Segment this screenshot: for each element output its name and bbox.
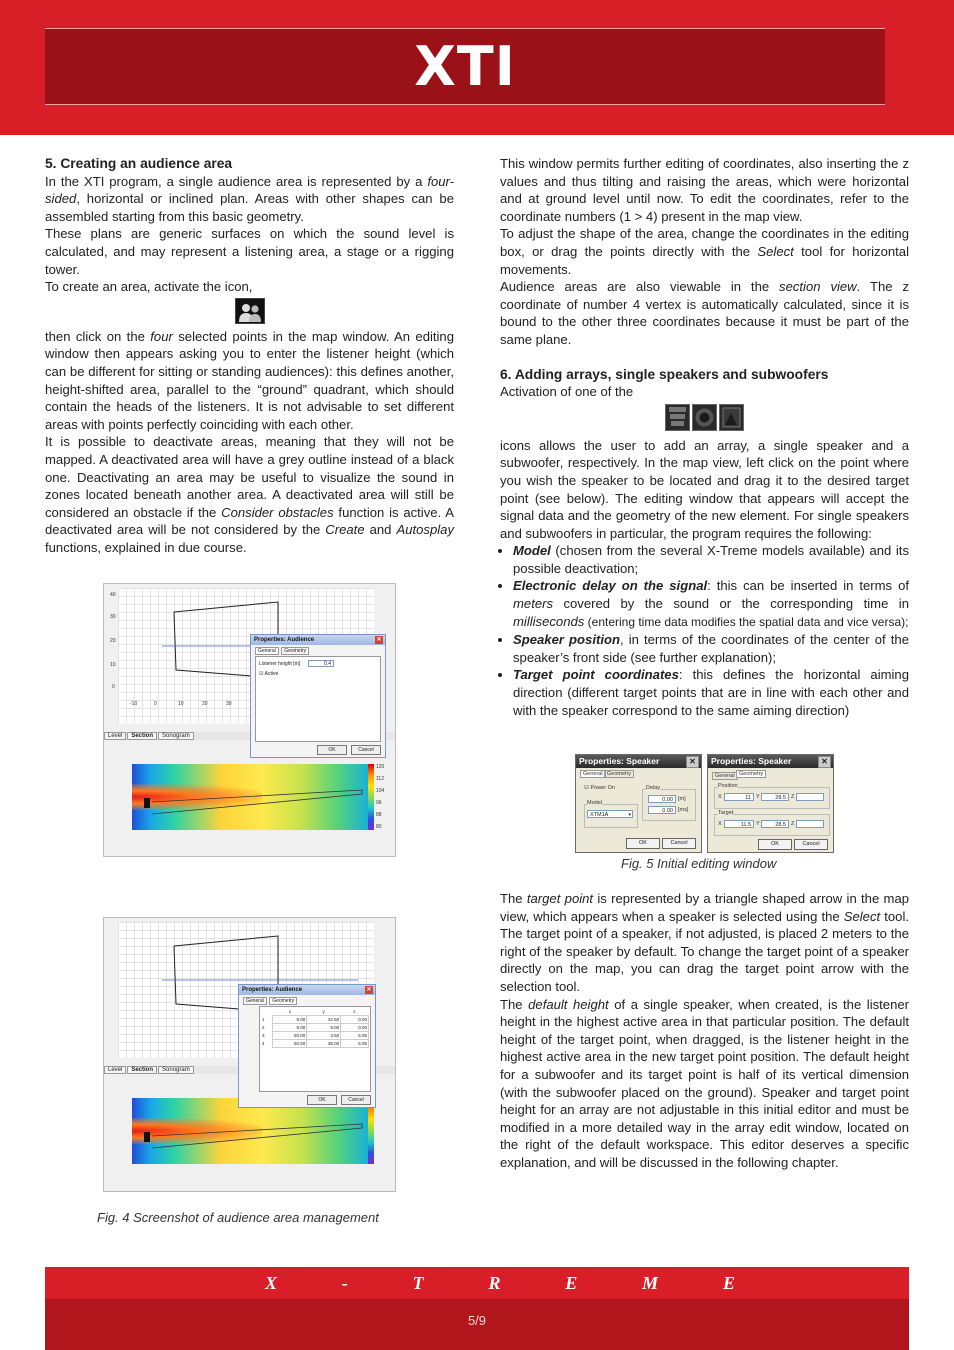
axis-label: Y xyxy=(756,794,760,800)
delay-ms-input[interactable]: 0.00 xyxy=(648,806,676,814)
section-audience-line xyxy=(132,764,368,830)
scale-tick: 104 xyxy=(376,788,385,794)
close-icon[interactable]: ✕ xyxy=(818,756,831,768)
scale-tick: 88 xyxy=(376,812,382,818)
cell-y[interactable]: 38.00 xyxy=(307,1040,341,1048)
array-icon[interactable] xyxy=(665,404,690,431)
cancel-button[interactable]: Cancel xyxy=(351,745,381,755)
y-tick: 40 xyxy=(110,592,116,598)
speaker-icon[interactable] xyxy=(692,404,717,431)
paragraph-editing-window: then click on the four selected points in the map window. An editing window then appears asking you to enter the listener height (which can be different for sitting or standing audiences): this defines another, height-shifted area, parallel to the “ground” quadrant, which should contain the heads of the listeners. It is not advisable to set different areas with points perfectly coinciding with each other. xyxy=(45,328,455,432)
tab-sonogram[interactable]: Sonogram xyxy=(158,1066,194,1074)
paragraph-intro: In the XTI program, a single audience area is represented by a four-sided, horizontal or inclined plan. Areas with other shapes can be assembled starting from this basic geometry. xyxy=(45,173,454,224)
paragraph-icons: icons allows the user to add an array, a single speaker and a subwoofer, respectively. In the map view, left click on the point where you wish the speaker to be located and drag it to the desired target point (see below). The editing window that appears will accept the signal data and the geometry of the new element. For single speakers and subwoofers in particular, the program requires the following: xyxy=(500,437,909,541)
tab-geometry[interactable]: Geometry xyxy=(736,770,766,778)
brand-letter: T xyxy=(412,1273,424,1293)
properties-audience-dialog xyxy=(250,634,386,758)
x-tick: 10 xyxy=(178,701,184,707)
right-column-lower xyxy=(500,890,909,1172)
ok-button[interactable]: OK xyxy=(758,839,792,850)
table-header-row xyxy=(261,1008,369,1016)
close-icon[interactable]: ✕ xyxy=(376,637,382,643)
tab-level[interactable]: Level xyxy=(104,732,126,740)
table-row: 4 50.50 38.00 5.06 xyxy=(262,1041,367,1046)
general-panel xyxy=(255,656,381,742)
cell-z[interactable]: 5.06 xyxy=(341,1032,369,1040)
delay-meters-input[interactable]: 0.00 xyxy=(648,795,676,803)
paragraph-create: To create an area, activate the icon, xyxy=(45,279,253,295)
axis-label: Z xyxy=(791,821,795,827)
subwoofer-icon[interactable] xyxy=(719,404,744,431)
tab-general[interactable]: General xyxy=(580,770,606,778)
dialog-title: Properties: Speaker xyxy=(711,756,792,766)
list-item: • Target point coordinates: this defines the horizontal aiming direction (different target points that are in line with each other and with the speaker correspond to the same aiming direction) xyxy=(513,666,909,719)
axis-label: X xyxy=(718,821,722,827)
section-heading-audience: 5. Creating an audience area xyxy=(45,156,233,171)
brand-letter: - xyxy=(341,1273,348,1293)
cancel-button[interactable]: Cancel xyxy=(341,1095,371,1105)
properties-speaker-geometry-dialog xyxy=(707,754,834,853)
listener-height-label: Listener height [m] xyxy=(259,661,301,667)
tab-sonogram[interactable]: Sonogram xyxy=(158,732,194,740)
title-box xyxy=(45,28,885,105)
page-title: XTI xyxy=(414,35,516,98)
position-y-input[interactable]: 28.5 xyxy=(761,793,789,801)
x-tick: 0 xyxy=(154,701,157,707)
axis-label: Z xyxy=(791,794,795,800)
tab-general[interactable]: General xyxy=(255,647,279,655)
y-tick: 30 xyxy=(110,614,116,620)
tab-section[interactable]: Section xyxy=(127,732,157,740)
cancel-button[interactable]: Cancel xyxy=(794,839,828,850)
table-row: 3 50.00 3.50 5.06 xyxy=(262,1033,367,1038)
column-header-z: z xyxy=(353,1009,356,1014)
paragraph-activation: Activation of one of the xyxy=(500,384,634,400)
list-item: • Model (chosen from the several X-Treme models available) and its possible deactivation; xyxy=(513,542,909,577)
paragraph-coordinates: This window permits further editing of coordinates, also inserting the z values and thus tilting and raising the areas, which were horizontal and at ground level until now. To edit the coordinates, refer to the coordinate numbers (1 > 4) present in the map view. xyxy=(500,156,909,224)
right-column xyxy=(500,155,909,719)
left-column xyxy=(45,155,454,556)
unit-label: [m] xyxy=(678,796,686,802)
x-tick: 30 xyxy=(226,701,232,707)
dialog-title: Properties: Audience xyxy=(254,637,315,643)
section-heading-arrays: 6. Adding arrays, single speakers and subwoofers xyxy=(500,366,829,382)
brand-letter: E xyxy=(722,1273,735,1293)
position-x-input[interactable]: 11 xyxy=(724,793,754,801)
brand-wordmark xyxy=(265,1273,735,1294)
cell-y[interactable]: 32.50 xyxy=(307,1016,341,1024)
table-row: 2 8.00 9.00 0.00 xyxy=(262,1025,367,1030)
target-z-input[interactable] xyxy=(796,820,824,828)
target-x-input[interactable]: 11.5 xyxy=(724,820,754,828)
properties-audience-dialog xyxy=(238,984,376,1108)
cell-x[interactable]: 8.00 xyxy=(273,1024,307,1032)
brand-letter: X xyxy=(265,1273,278,1293)
model-select[interactable]: XTM1A ▾ xyxy=(587,810,633,818)
tab-section[interactable]: Section xyxy=(127,1066,157,1074)
tab-level[interactable]: Level xyxy=(104,1066,126,1074)
position-z-input[interactable] xyxy=(796,793,824,801)
active-checkbox[interactable]: ☑ Active xyxy=(259,671,279,677)
delay-label: Delay xyxy=(646,785,661,791)
list-item: • Speaker position, in terms of the coordinates of the center of the speaker’s front side (see further explanation); xyxy=(513,631,909,666)
x-tick: 20 xyxy=(202,701,208,707)
scale-tick: 96 xyxy=(376,800,382,806)
figure-4-caption: Fig. 4 Screenshot of audience area management xyxy=(97,1210,379,1225)
scale-tick: 80 xyxy=(376,824,382,830)
paragraph-target-point: The target point is represented by a triangle shaped arrow in the map view, which appears when a speaker is selected using the Select tool. The target point of a speaker, if not adjusted, is placed 2 meters to the right of the speaker by default. To change the target point of a speaker directly on the map, you can drag the target point arrow with the selection tool. xyxy=(500,891,910,994)
audience-screenshot-2 xyxy=(103,917,396,1192)
geometry-table xyxy=(259,1006,371,1092)
column-header-x: x xyxy=(288,1009,291,1014)
brand-letter: E xyxy=(565,1273,578,1293)
cell-z[interactable]: 5.06 xyxy=(341,1040,369,1048)
y-tick: 10 xyxy=(110,662,116,668)
target-y-input[interactable]: 28.5 xyxy=(761,820,789,828)
cell-z[interactable]: 0.00 xyxy=(341,1024,369,1032)
y-tick: 20 xyxy=(110,638,116,644)
tab-geometry[interactable]: Geometry xyxy=(269,997,297,1005)
cell-x[interactable]: 50.00 xyxy=(273,1032,307,1040)
footer-strip xyxy=(45,1267,909,1299)
ok-button[interactable]: OK xyxy=(307,1095,337,1105)
requirements-list xyxy=(500,542,909,719)
paragraph-section-view: Audience areas are also viewable in the section view. The z coordinate of number 4 vertex is automatically calculated, since it is bound to the other three coordinates because it must be part of the same plane. xyxy=(500,279,909,347)
cell-z[interactable]: 0.00 xyxy=(341,1016,369,1024)
close-icon[interactable]: ✕ xyxy=(366,987,372,993)
axis-label: Y xyxy=(756,821,760,827)
target-label: Target xyxy=(718,810,734,816)
brand-letter: R xyxy=(488,1273,501,1293)
properties-speaker-general-dialog xyxy=(575,754,702,853)
page-number: 5/9 xyxy=(467,1313,487,1328)
cell-y[interactable]: 9.00 xyxy=(307,1024,341,1032)
column-header-y: y xyxy=(322,1009,325,1014)
listener-height-input[interactable]: 0.4 xyxy=(308,660,334,667)
header-band xyxy=(0,0,954,135)
tab-geometry[interactable]: Geometry xyxy=(604,770,634,778)
position-label: Position xyxy=(718,783,738,789)
close-icon[interactable]: ✕ xyxy=(686,756,699,768)
ok-button[interactable]: OK xyxy=(317,745,347,755)
footer-band xyxy=(45,1267,909,1350)
brand-letter: M xyxy=(642,1273,659,1293)
model-label: Model xyxy=(587,800,602,806)
cell-x[interactable]: 8.00 xyxy=(273,1016,307,1024)
tab-general[interactable]: General xyxy=(243,997,267,1005)
ok-button[interactable]: OK xyxy=(626,838,660,849)
figure-5-caption: Fig. 5 Initial editing window xyxy=(621,856,777,871)
cancel-button[interactable]: Cancel xyxy=(662,838,696,849)
table-row: 1 8.00 32.50 0.00 xyxy=(262,1017,367,1022)
power-on-checkbox[interactable]: ☑ Power On xyxy=(584,785,615,791)
paragraph-default-height: The default height of a single speaker, when created, is the listener height in the highest active area in that particular position. The default height of the target point, when dragged, is the listener height in the highest active area in the new target point position. The default height for a subwoofer and its target point is half of its vertical dimension (with the subwoofer placed on the ground). Speaker and target point height for an array are not adjustable in this initial editor and must be modified in a more detailed way in the array edit window, located on the right of the default workspace. This editor deserves a specific explanation, and will be discussed in the following chapter. xyxy=(500,996,909,1170)
dialog-title: Properties: Speaker xyxy=(579,756,660,766)
cell-x[interactable]: 50.50 xyxy=(273,1040,307,1048)
x-tick: -10 xyxy=(130,701,138,707)
cell-y[interactable]: 3.50 xyxy=(307,1032,341,1040)
unit-label: [ms] xyxy=(678,807,689,813)
chevron-down-icon: ▾ xyxy=(628,812,631,818)
color-scale-bar xyxy=(368,764,374,830)
delay-group xyxy=(642,789,696,821)
tab-general[interactable]: General xyxy=(712,772,738,780)
tab-geometry[interactable]: Geometry xyxy=(281,647,309,655)
paragraph-shape: To adjust the shape of the area, change the coordinates in the editing box, or drag the points directly with the Select tool for horizontal movements. xyxy=(500,226,909,277)
paragraph-plans: These plans are generic surfaces on which the sound level is calculated, and may represent a listening area, a stage or a rigging tower. xyxy=(45,226,454,277)
dialog-title: Properties: Audience xyxy=(242,987,303,993)
axis-label: X xyxy=(718,794,722,800)
audience-screenshot-1 xyxy=(103,583,396,857)
scale-tick: 120 xyxy=(376,764,385,770)
y-tick: 0 xyxy=(112,684,115,690)
audience-area-icon[interactable] xyxy=(235,298,265,324)
paragraph-deactivate: It is possible to deactivate areas, meaning that they will not be mapped. A deactivated area will have a grey outline instead of a black one. Deactivating an area may be useful to visualize the sound in zones located beneath another area. A deactivated area will still be considered an obstacle if the Consider obstacles function is active. A deactivated area will be not considered by the Create and Autosplay functions, explained in due course. xyxy=(45,434,454,555)
list-item: • Electronic delay on the signal: this can be inserted in terms of meters covered by the sound or the corresponding time in milliseconds (entering time data modifies the spatial data and vice versa); xyxy=(513,577,909,631)
scale-tick: 112 xyxy=(376,776,384,782)
